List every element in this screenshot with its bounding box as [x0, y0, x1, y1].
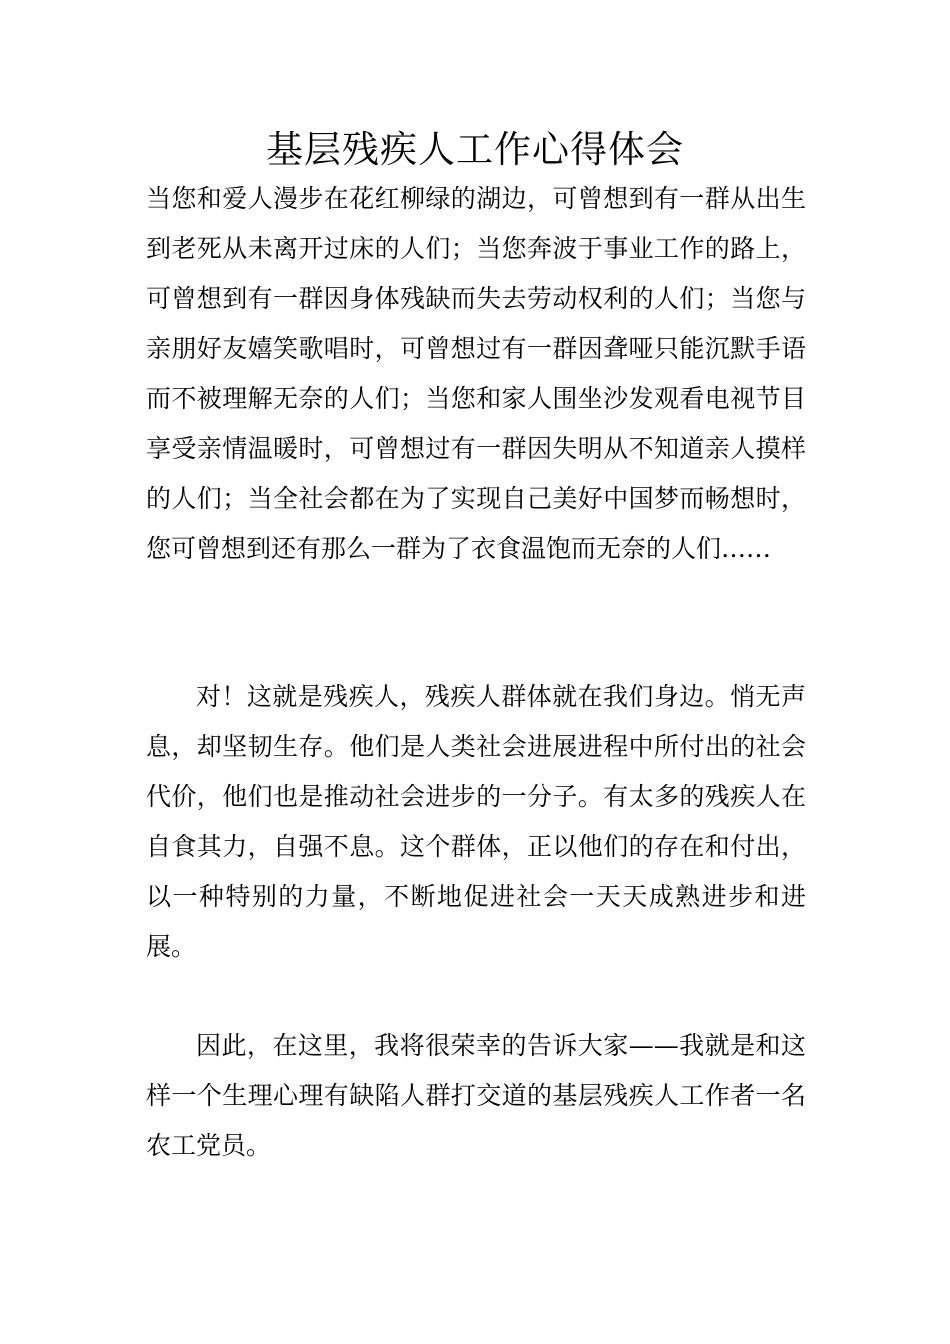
document-title: 基层残疾人工作心得体会	[266, 128, 684, 171]
paragraph-3: 因此，在这里，我将很荣幸的告诉大家——我就是和这样一个生理心理有缺陷人群打交道的基层残疾人工作者一名农工党员。	[146, 1031, 806, 1160]
paragraph-1: 当您和爱人漫步在花红柳绿的湖边，可曾想到有一群从出生到老死从未离开过床的人们；当您奔波于事业工作的路上，可曾想到有一群因身体残缺而失去劳动权利的人们；当您与亲朋好友嬉笑歌唱时，可曾想过有一群因聋哑只能沉默手语而不被理解无奈的人们；当您和家人围坐沙发观看电视节目享受亲情温暖时，可曾想过有一群因失明从不知道亲人摸样的人们；当全社会都在为了实现自己美好中国梦而畅想时，您可曾想到还有那么一群为了衣食温饱而无奈的人们……	[146, 184, 806, 563]
paragraph-2: 对！这就是残疾人，残疾人群体就在我们身边。悄无声息，却坚韧生存。他们是人类社会进展进程中所付出的社会代价，他们也是推动社会进步的一分子。有太多的残疾人在自食其力，自强不息。这个群体，正以他们的存在和付出，以一种特别的力量，不断地促进社会一天天成熟进步和进展。	[146, 682, 806, 961]
